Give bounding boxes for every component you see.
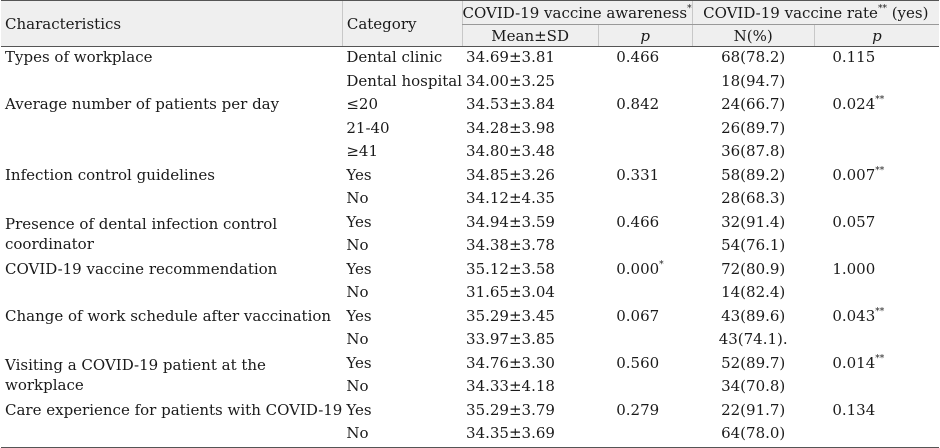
cell-p-awareness: [598, 329, 692, 353]
cell-characteristic: [1, 141, 342, 165]
cell-p-awareness: 0.842: [616, 95, 660, 113]
cell-category: No: [346, 330, 369, 348]
table-row: [1, 118, 939, 142]
cell-p-awareness: [598, 235, 692, 259]
table-body: [1, 47, 939, 448]
cell-p-rate: 1.000: [832, 259, 876, 278]
cell-characteristic: [1, 423, 342, 447]
cell-category: Yes: [346, 306, 372, 325]
cell-n-percent: 36(87.8): [721, 142, 786, 160]
cell-p-awareness: 0.466: [616, 212, 660, 231]
table-row: [1, 400, 939, 424]
cell-mean-sd: 34.38±3.78: [466, 236, 555, 254]
cell-category: ≥41: [346, 142, 379, 160]
cell-n-percent: 43(89.6): [721, 306, 786, 325]
table-row: [1, 259, 939, 283]
table-row: [1, 423, 939, 447]
cell-n-percent: 68(78.2): [721, 48, 786, 66]
cell-mean-sd: 35.29±3.79: [466, 400, 555, 419]
cell-p-awareness: 0.466: [616, 48, 660, 66]
cell-mean-sd: 34.53±3.84: [466, 95, 555, 113]
cell-characteristic: Visiting a COVID-19 patient at the workplace: [5, 355, 266, 394]
cell-p-awareness: [598, 423, 692, 447]
cell-category: No: [342, 423, 462, 447]
cell-n-percent: 18(94.7): [721, 71, 786, 90]
cell-n-percent: 32(91.4): [721, 212, 786, 231]
cell-characteristic: [1, 118, 342, 142]
cell-p-awareness: [598, 188, 692, 212]
cell-characteristic: [1, 188, 342, 212]
header-p-rate: p: [814, 25, 939, 47]
cell-mean-sd: 33.97±3.85: [466, 330, 555, 348]
table-row: [1, 94, 939, 118]
cell-p-rate: 0.024**: [832, 95, 885, 113]
cell-category: No: [346, 377, 369, 395]
cell-mean-sd: 34.80±3.48: [466, 142, 555, 160]
cell-characteristic: [1, 282, 342, 306]
cell-n-percent: 64(78.0): [692, 423, 814, 447]
cell-n-percent: 54(76.1): [721, 236, 786, 254]
cell-mean-sd: 35.29±3.45: [466, 306, 555, 325]
cell-p-rate: [814, 118, 939, 142]
cell-p-rate: [814, 141, 939, 165]
cell-category: Dental hospital: [346, 71, 463, 90]
cell-mean-sd: 34.69±3.81: [466, 48, 555, 66]
cell-p-rate: [814, 71, 939, 95]
table-row: [1, 329, 939, 353]
header-vaccine-rate: COVID-19 vaccine rate** (yes): [692, 1, 939, 25]
cell-characteristic: Average number of patients per day: [5, 95, 280, 113]
cell-p-awareness: [598, 118, 692, 142]
cell-characteristic: Care experience for patients with COVID-19: [5, 400, 343, 419]
cell-p-awareness: 0.560: [616, 353, 660, 372]
cell-p-rate: [814, 376, 939, 400]
header-characteristics: Characteristics: [1, 1, 342, 47]
cell-p-rate: [814, 329, 939, 353]
cell-characteristic: COVID-19 vaccine recommendation: [5, 259, 278, 278]
cell-n-percent: 43(74.1).: [718, 330, 788, 348]
cell-p-rate: 0.057: [832, 212, 876, 231]
cell-category: Yes: [346, 259, 372, 278]
cell-characteristic: [1, 329, 342, 353]
cell-p-awareness: [598, 376, 692, 400]
cell-n-percent: 72(80.9): [721, 259, 786, 278]
cell-mean-sd: 34.00±3.25: [466, 71, 555, 90]
cell-mean-sd: 34.35±3.69: [462, 423, 598, 447]
cell-category: Yes: [346, 353, 372, 372]
cell-p-awareness: [598, 282, 692, 306]
cell-n-percent: 26(89.7): [721, 118, 786, 137]
cell-n-percent: 22(91.7): [721, 400, 786, 419]
cell-category: Dental clinic: [346, 48, 443, 66]
results-table: [1, 0, 939, 448]
cell-p-rate: 0.043**: [832, 306, 885, 325]
cell-p-awareness: 0.000*: [616, 259, 664, 278]
table-row: [1, 165, 939, 189]
header-mean-sd: Mean±SD: [462, 25, 598, 47]
cell-p-awareness: 0.331: [616, 165, 660, 184]
table-row: [1, 47, 939, 71]
cell-p-rate: [814, 282, 939, 306]
cell-characteristic: Presence of dental infection control coordinator: [5, 214, 278, 253]
header-p-awareness: p: [598, 25, 692, 47]
cell-category: No: [346, 283, 369, 301]
cell-p-awareness: [598, 71, 692, 95]
table-row: [1, 282, 939, 306]
header-category: Category: [342, 1, 462, 47]
cell-characteristic: Types of workplace: [5, 48, 153, 66]
cell-p-rate: 0.115: [832, 48, 876, 66]
cell-category: Yes: [346, 400, 372, 419]
cell-mean-sd: 34.33±4.18: [466, 377, 555, 395]
cell-category: Yes: [346, 212, 372, 231]
cell-characteristic: Change of work schedule after vaccination: [5, 306, 332, 325]
cell-mean-sd: 34.28±3.98: [466, 118, 555, 137]
cell-n-percent: 52(89.7): [721, 353, 786, 372]
cell-mean-sd: 34.85±3.26: [466, 165, 555, 184]
cell-category: ≤20: [346, 95, 379, 113]
cell-p-rate: 0.134: [832, 400, 876, 419]
cell-p-rate: 0.014**: [832, 353, 885, 372]
cell-mean-sd: 34.94±3.59: [466, 212, 555, 231]
cell-n-percent: 58(89.2): [721, 165, 786, 184]
table-row: [1, 306, 939, 330]
cell-n-percent: 14(82.4): [721, 283, 786, 301]
cell-category: No: [346, 189, 369, 207]
cell-mean-sd: 34.76±3.30: [466, 353, 555, 372]
cell-n-percent: 24(66.7): [721, 95, 786, 113]
cell-p-rate: [814, 188, 939, 212]
cell-n-percent: 34(70.8): [721, 377, 786, 395]
table-row: [1, 188, 939, 212]
table-row: [1, 353, 939, 377]
cell-p-awareness: [598, 141, 692, 165]
table-row: [1, 141, 939, 165]
cell-mean-sd: 31.65±3.04: [466, 283, 555, 301]
cell-mean-sd: 34.12±4.35: [466, 189, 555, 207]
cell-p-rate: 0.007**: [832, 165, 885, 184]
cell-p-awareness: 0.279: [616, 400, 660, 419]
header-n-percent: N(%): [692, 25, 814, 47]
cell-category: No: [346, 236, 369, 254]
cell-category: 21-40: [346, 118, 390, 137]
table-row: [1, 212, 939, 236]
cell-characteristic: Infection control guidelines: [5, 165, 215, 184]
cell-p-awareness: 0.067: [616, 306, 660, 325]
cell-category: Yes: [346, 165, 372, 184]
cell-p-rate: [814, 423, 939, 447]
table-row: [1, 71, 939, 95]
header-vaccine-awareness: COVID-19 vaccine awareness*: [462, 1, 692, 25]
cell-characteristic: [1, 71, 342, 95]
cell-n-percent: 28(68.3): [721, 189, 786, 207]
cell-mean-sd: 35.12±3.58: [466, 259, 555, 278]
cell-p-rate: [814, 235, 939, 259]
